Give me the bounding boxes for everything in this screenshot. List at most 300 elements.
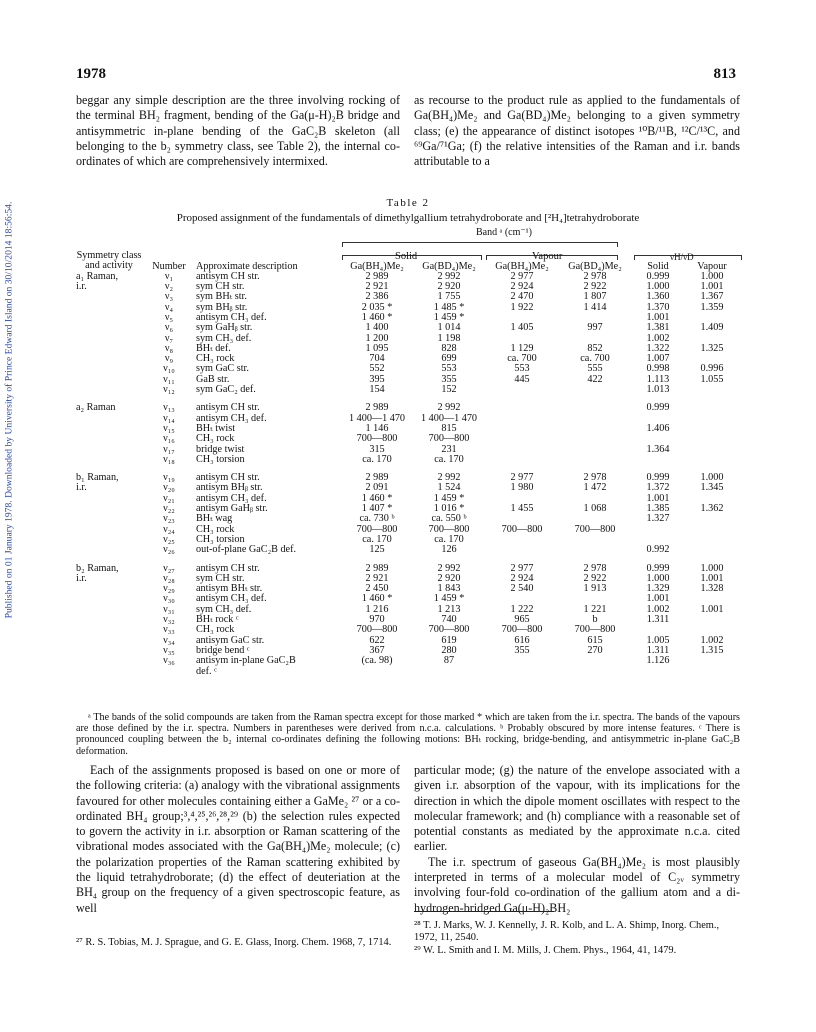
table-cell: 2 977: [510, 562, 534, 574]
table-cell: ν₂₇: [163, 562, 175, 574]
table-cell: 1.001: [646, 312, 670, 323]
table-cell: [76, 455, 142, 465]
table-cell: [76, 445, 142, 455]
table-cell: 1.001: [700, 281, 724, 293]
table-cell: ν₂₂: [163, 503, 175, 515]
table-cell: 1.385: [646, 503, 670, 515]
table-cell: 1.311: [646, 614, 670, 626]
table-cell: 619: [441, 634, 457, 646]
assignment-table: [76, 251, 740, 677]
table-cell: ca. 170: [434, 453, 464, 465]
table-cell: ca. 170: [434, 533, 464, 545]
table-cell: ν₁₄: [163, 412, 175, 424]
table-cell: 700—800: [356, 433, 398, 445]
table-cell: ν₂: [164, 281, 174, 293]
table-cell: 2 977: [510, 270, 534, 282]
table-row: [76, 344, 740, 354]
table-cell: [76, 334, 142, 344]
table-cell: 1.055: [700, 373, 724, 385]
table-cell: b: [592, 614, 598, 626]
table-cell: 355: [441, 373, 457, 385]
table-cell: ν₃₃: [163, 624, 175, 636]
table-cell: 154: [369, 384, 385, 396]
table-cell: BHₜ wag: [196, 513, 233, 525]
table-row: [76, 375, 740, 385]
footnote-rule: [414, 911, 554, 912]
table-cell: 2 989: [365, 562, 389, 574]
table-row: [76, 272, 740, 282]
table-cell: [558, 535, 632, 545]
table-cell: 555: [587, 363, 603, 375]
table-row: [76, 364, 740, 374]
table-cell: BHₜ rock ᶜ: [196, 614, 239, 626]
table-cell: 0.999: [646, 270, 670, 282]
table-cell: [684, 545, 740, 555]
table-cell: [558, 445, 632, 455]
table-cell: 1.406: [646, 422, 670, 434]
table-cell: [486, 424, 558, 434]
table-cell: [342, 667, 412, 677]
table-cell: [558, 545, 632, 555]
table-cell: 2 921: [365, 572, 389, 584]
table-cell: [486, 385, 558, 395]
table-cell: 1 198: [437, 332, 461, 344]
table-cell: 1 755: [437, 291, 461, 303]
section-gap: [76, 556, 740, 564]
table-cell: 1 460 *: [361, 492, 393, 504]
table-cell: bridge twist: [196, 443, 245, 455]
table-cell: [76, 364, 142, 374]
section-gap: [76, 395, 740, 403]
table-cell: b₂ Raman,: [76, 562, 119, 574]
table-cell: 1.370: [646, 301, 670, 313]
table-cell: 700—800: [356, 523, 398, 535]
col-header-vapour-bh4: Ga(BH₄)Me₂: [495, 260, 549, 272]
table-cell: antisym CH str.: [196, 562, 260, 574]
table-cell: 87: [443, 655, 455, 667]
table-cell: 700—800: [574, 624, 616, 636]
table-cell: 2 922: [583, 572, 607, 584]
table-cell: 0.992: [646, 544, 670, 556]
table-cell: [76, 504, 142, 514]
table-cell: [76, 344, 142, 354]
table-cell: [76, 303, 142, 313]
table-cell: 1 485 *: [433, 301, 465, 313]
table-cell: 1 407 *: [361, 503, 393, 515]
table-cell: 700—800: [428, 433, 470, 445]
table-cell: CH₃ torsion: [196, 453, 245, 465]
table-cell: ν₁₅: [163, 422, 175, 434]
table-cell: 1.000: [700, 270, 724, 282]
table-cell: 125: [369, 544, 385, 556]
table-cell: 1 459 *: [433, 593, 465, 605]
table-cell: 395: [369, 373, 385, 385]
table-cell: 0.998: [646, 363, 670, 375]
table-cell: sym GaC₂ def.: [196, 384, 256, 396]
table-cell: 1 400—1 470: [348, 412, 406, 424]
table-row: [76, 282, 740, 292]
table-cell: ν₂₁: [163, 492, 175, 504]
table-cell: [76, 667, 142, 677]
table-row: [76, 625, 740, 635]
table-cell: BHₜ twist: [196, 422, 236, 434]
table-cell: 1.381: [646, 322, 670, 334]
table-cell: ν₁₁: [163, 373, 175, 385]
table-cell: antisym CH₃ def.: [196, 312, 267, 323]
table-cell: 965: [514, 614, 530, 626]
table-cell: [142, 667, 196, 677]
table-cell: [684, 385, 740, 395]
table-cell: 1.001: [700, 572, 724, 584]
table-cell: [76, 292, 142, 302]
table-cell: 2 978: [583, 270, 607, 282]
table-cell: [76, 414, 142, 424]
table-cell: ν₂₉: [163, 583, 175, 595]
table-cell: [76, 636, 142, 646]
table-cell: [486, 535, 558, 545]
table-cell: 280: [441, 644, 457, 656]
table-cell: ν₈: [164, 342, 174, 354]
table-cell: 1 095: [365, 342, 389, 354]
table-cell: ν₃₄: [163, 634, 175, 646]
table-cell: 1.364: [646, 443, 670, 455]
table-cell: 2 921: [365, 281, 389, 293]
table-cell: antisym CH str.: [196, 270, 260, 282]
table-cell: 1 129: [510, 342, 534, 354]
table-cell: antisym GaHᵦ str.: [196, 503, 268, 515]
table-cell: 0.996: [700, 363, 724, 375]
table-cell: 367: [369, 644, 385, 656]
table-cell: 1.367: [700, 291, 724, 303]
table-cell: 1 414: [583, 301, 607, 313]
table-cell: antisym CH str.: [196, 402, 260, 414]
table-cell: [684, 455, 740, 465]
table-row: [76, 564, 740, 574]
top-right-text: as recourse to the product rule as applied to the fundamentals of Ga(BH₄)Me₂ and Ga(BD₄)Me₂ belonging to a given symmetry class; (e) the appearance of distinct isotopes ¹⁰B/¹¹B, ¹²C/¹³C, and ⁶⁹Ga/⁷¹Ga; (f) the relative intensities of the Raman and i.r. bands attributable to a: [414, 93, 740, 169]
table-cell: 1.409: [700, 322, 724, 334]
table-cell: [76, 594, 142, 604]
table-row: [76, 403, 740, 413]
table-cell: [76, 434, 142, 444]
table-row: [76, 667, 740, 677]
col-header-ratio-vapour: Vapour: [697, 260, 727, 272]
col-header-solid-bd4: Ga(BD₄)Me₂: [422, 260, 476, 272]
running-year: 1978: [76, 66, 106, 82]
table-cell: [558, 403, 632, 413]
table-cell: ν₁₈: [163, 453, 175, 465]
table-cell: 1 922: [510, 301, 534, 313]
vapour-group-label: Vapour: [532, 251, 563, 262]
table-cell: ν₉: [164, 353, 174, 365]
table-cell: 616: [514, 634, 530, 646]
table-cell: [486, 445, 558, 455]
table-cell: 970: [369, 614, 385, 626]
table-cell: 2 450: [365, 583, 389, 595]
table-cell: [486, 656, 558, 666]
table-cell: 704: [369, 353, 385, 365]
table-cell: antisym CH₃ def.: [196, 593, 267, 605]
table-cell: [684, 525, 740, 535]
table-cell: [684, 414, 740, 424]
table-cell: sym CH str.: [196, 281, 245, 293]
table-cell: 1.002: [646, 603, 670, 615]
table-cell: 1.325: [700, 342, 724, 354]
table-cell: sym GaC str.: [196, 363, 249, 375]
table-cell: [684, 434, 740, 444]
table-cell: ν₁₆: [163, 433, 175, 445]
table-cell: sym BHᵦ str.: [196, 301, 248, 313]
download-stamp-text: Published on 01 January 1978. Downloaded by University of Prince Edward Island on 30/10/2014 18:56:54.: [3, 201, 15, 619]
table-cell: ca. 550 ᵇ: [431, 513, 467, 525]
table-cell: [684, 445, 740, 455]
table-cell: 1 459 *: [433, 312, 465, 323]
bottom-right-column: [414, 763, 740, 916]
table-cell: [76, 375, 142, 385]
table-cell: ν₃₅: [163, 644, 175, 656]
table-cell: CH₃ rock: [196, 353, 235, 365]
table-cell: antisym CH₃ def.: [196, 412, 267, 424]
table-cell: [558, 424, 632, 434]
table-cell: [76, 313, 142, 323]
table-cell: 1 524: [437, 482, 461, 494]
table-cell: [632, 525, 684, 535]
table-cell: 1.345: [700, 482, 724, 494]
table-row: [76, 292, 740, 302]
col-header-ratio-solid: Solid: [647, 260, 669, 272]
table-cell: antisym BHₜ str.: [196, 583, 263, 595]
table-cell: 1 400: [365, 322, 389, 334]
table-cell: 1.315: [700, 644, 724, 656]
table-row: [76, 646, 740, 656]
table-cell: ν₂₆: [163, 544, 175, 556]
table-cell: ν₁₉: [163, 472, 175, 484]
reference-28: ²⁸ T. J. Marks, W. J. Kennelly, J. R. Kolb, and L. A. Shimp, Inorg. Chem., 1972, 11, 2540.: [414, 920, 720, 943]
table-cell: [76, 323, 142, 333]
table-cell: 1 807: [583, 291, 607, 303]
table-cell: 152: [441, 384, 457, 396]
table-cell: ν₃₆: [163, 655, 175, 667]
table-cell: 1.007: [646, 353, 670, 365]
table-cell: sym CH₃ def.: [196, 603, 252, 615]
table-cell: 2 924: [510, 572, 534, 584]
table-cell: [558, 414, 632, 424]
bottom-left-paragraph: [76, 763, 400, 916]
table-cell: [486, 545, 558, 555]
table-cell: 1.001: [646, 593, 670, 605]
table-cell: i.r.: [76, 482, 87, 494]
table-cell: 552: [369, 363, 385, 375]
table-cell: 2 035 *: [361, 301, 393, 313]
table-cell: 1 980: [510, 482, 534, 494]
table-cell: BHₜ def.: [196, 342, 231, 354]
table-cell: [684, 615, 740, 625]
table-row: [76, 656, 740, 666]
table-cell: 2 992: [437, 402, 461, 414]
table-cell: [412, 667, 486, 677]
table-cell: b₁ Raman,: [76, 472, 119, 484]
table-cell: 2 989: [365, 472, 389, 484]
table-cell: 700—800: [501, 624, 543, 636]
table-cell: 270: [587, 644, 603, 656]
table-cell: [76, 535, 142, 545]
table-cell: 1.126: [646, 655, 670, 667]
table-cell: ca. 170: [362, 533, 392, 545]
table-cell: [76, 646, 142, 656]
table-cell: 700—800: [574, 523, 616, 535]
table-cell: 2 978: [583, 472, 607, 484]
table-cell: 1 460 *: [361, 593, 393, 605]
table-cell: CH₃ rock: [196, 624, 235, 636]
table-cell: 2 924: [510, 281, 534, 293]
table-cell: 1.000: [700, 472, 724, 484]
table-cell: GaB str.: [196, 373, 230, 385]
table-row: [76, 636, 740, 646]
table-cell: sym CH₃ def.: [196, 332, 252, 344]
table-cell: CH₃ torsion: [196, 533, 245, 545]
table-cell: [558, 656, 632, 666]
table-cell: ν₂₅: [163, 533, 175, 545]
table-caption: Proposed assignment of the fundamentals of dimethylgallium tetrahydroborate and [²H₄]tetrahydroborate: [176, 212, 640, 224]
table-row: [76, 414, 740, 424]
table-row: [76, 494, 740, 504]
table-cell: ν₂₀: [163, 482, 175, 494]
table-cell: [684, 424, 740, 434]
table-cell: 1 200: [365, 332, 389, 344]
table-row: [76, 334, 740, 344]
table-cell: ν₇: [164, 332, 174, 344]
table-row: [76, 545, 740, 555]
table-cell: [684, 403, 740, 413]
table-cell: 1.311: [646, 644, 670, 656]
table-title: Table 2: [386, 197, 430, 209]
table-cell: i.r.: [76, 281, 87, 293]
table-cell: 2 386: [365, 291, 389, 303]
ratio-group-label: νH/νD: [670, 252, 694, 262]
table-row: [76, 445, 740, 455]
table-cell: 2 992: [437, 562, 461, 574]
table-cell: antisym in-plane GaC₂B: [196, 655, 296, 667]
table-cell: [486, 434, 558, 444]
table-cell: ν₁₂: [163, 384, 175, 396]
assignment-table-body: [76, 272, 740, 677]
table-cell: [558, 455, 632, 465]
table-footnote: [76, 712, 740, 757]
table-cell: 1.360: [646, 291, 670, 303]
page-number: 813: [713, 66, 736, 82]
table-cell: [684, 656, 740, 666]
col-header-symmetry: Symmetry class and activity: [76, 250, 142, 272]
col-header-vapour-bd4: Ga(BD₄)Me₂: [568, 260, 622, 272]
table-row: [76, 514, 740, 524]
reference-29: ²⁹ W. L. Smith and I. M. Mills, J. Chem. Phys., 1964, 41, 1479.: [414, 945, 677, 956]
table-cell: ν₁₇: [163, 443, 175, 455]
table-cell: 0.999: [646, 472, 670, 484]
table-cell: def. ᶜ: [196, 665, 217, 677]
table-cell: [76, 514, 142, 524]
reference-27: ²⁷ R. S. Tobias, M. J. Sprague, and G. E. Glass, Inorg. Chem. 1968, 7, 1714.: [76, 937, 392, 948]
col-header-description: Approximate description: [196, 260, 298, 272]
table-row: [76, 483, 740, 493]
table-cell: 1.322: [646, 342, 670, 354]
table-cell: [76, 625, 142, 635]
band-label: Band ᵃ (cm⁻¹): [476, 227, 532, 238]
table-cell: i.r.: [76, 572, 87, 584]
table-cell: 315: [369, 443, 385, 455]
table-footnote-text: ᵃ The bands of the solid compounds are taken from the Raman spectra except for those marked * which are taken from the i.r. spectra. The bands of the vapours are those defined by the i.r. spectra. Numbers in parentheses were derived from n.c.a. calculations. ᵇ Probably obscured by more intense features. ᶜ There is pronounced coupling between the b₂ internal co-ordinates defining the following motions: BHₜ rocking, bridge-bending, and antisymmetric in-plane GaC₂B deformation.: [76, 712, 740, 757]
table-cell: 828: [441, 342, 457, 354]
col-header-number: Number: [152, 260, 186, 272]
table-cell: 2 992: [437, 270, 461, 282]
table-cell: 0.999: [646, 562, 670, 574]
table-cell: [76, 615, 142, 625]
table-cell: [76, 605, 142, 615]
table-cell: [486, 403, 558, 413]
table-row: [76, 615, 740, 625]
solid-group-label: Solid: [395, 251, 418, 262]
table-row: [76, 504, 740, 514]
table-cell: 699: [441, 353, 457, 365]
table-row: [76, 584, 740, 594]
table-cell: 445: [514, 373, 530, 385]
table-cell: out-of-plane GaC₂B def.: [196, 544, 297, 556]
bottom-left-text: Each of the assignments proposed is based on one or more of the following criteria: (a) analogy with the vibrational assignments favoured for other molecules containing either a GaMe₂ ²⁷ or a co-ordinated BH₄ group;³,⁴,²⁵,²⁶,²⁸,²⁹ (b) the selection rules expected to govern the activity in i.r. absorption or Raman scattering of the vibrational modes associated with the Ga(BH₄)Me₂ molecule; (c) the polarization properties of the Raman scattering exhibited by the liquid tetrahydroborate; (d) the effect of deuteriation at the BH₄ group on the frequency of a given spectroscopic feature, as well: [76, 763, 400, 915]
table-cell: ν₆: [164, 322, 174, 334]
table-cell: 1.113: [646, 373, 670, 385]
table-cell: 2 920: [437, 572, 461, 584]
table-cell: 1.002: [700, 634, 724, 646]
table-cell: 231: [441, 443, 457, 455]
table-cell: 2 989: [365, 402, 389, 414]
table-cell: [486, 455, 558, 465]
table-cell: sym CH str.: [196, 572, 245, 584]
table-row: [76, 605, 740, 615]
table-cell: ν₂₄: [163, 523, 175, 535]
table-cell: ν₁: [164, 270, 174, 282]
table-cell: [558, 434, 632, 444]
table-cell: 2 470: [510, 291, 534, 303]
table-cell: [558, 385, 632, 395]
table-cell: 2 989: [365, 270, 389, 282]
table-cell: ν₄: [164, 301, 174, 313]
table-cell: 1 146: [365, 422, 389, 434]
table-row: [76, 385, 740, 395]
table-row: [76, 434, 740, 444]
top-left-text: beggar any simple description are the three involving rocking of the terminal BH₂ fragment, bending of the Ga(μ-H)₂B bridge and antisymmetric in-plane bending of the GaC₂B skeleton (all belonging to the b₂ symmetry class, see Table 2), the internal co-ordinates of which are comprehensively intermixed.: [76, 93, 400, 169]
table-cell: 1.000: [646, 572, 670, 584]
table-cell: 1 216: [365, 603, 389, 615]
table-cell: [486, 667, 558, 677]
table-cell: ν₂₃: [163, 513, 175, 525]
table-cell: [632, 667, 684, 677]
table-cell: sym BHₜ str.: [196, 291, 247, 303]
table-cell: 1 472: [583, 482, 607, 494]
table-cell: 1 843: [437, 583, 461, 595]
table-row: [76, 525, 740, 535]
table-cell: 1 400—1 470: [420, 412, 478, 424]
section-gap: [76, 465, 740, 473]
table-row: [76, 535, 740, 545]
table-cell: 126: [441, 544, 457, 556]
table-cell: ca. 170: [362, 453, 392, 465]
top-right-paragraph: [414, 93, 740, 169]
top-left-paragraph: [76, 93, 400, 169]
table-cell: 1 222: [510, 603, 534, 615]
table-cell: [76, 424, 142, 434]
table-cell: 355: [514, 644, 530, 656]
table-cell: ν₂₈: [163, 572, 175, 584]
table-cell: 1.000: [700, 562, 724, 574]
bottom-right-text-2: The i.r. spectrum of gaseous Ga(BH₄)Me₂ is most plausibly interpreted in terms of a molecular model of C₂ᵥ symmetry involving four-fold co-ordination of the gallium atom and a di-hydrogen-bridged Ga(μ-H)₂BH₂: [414, 854, 740, 915]
